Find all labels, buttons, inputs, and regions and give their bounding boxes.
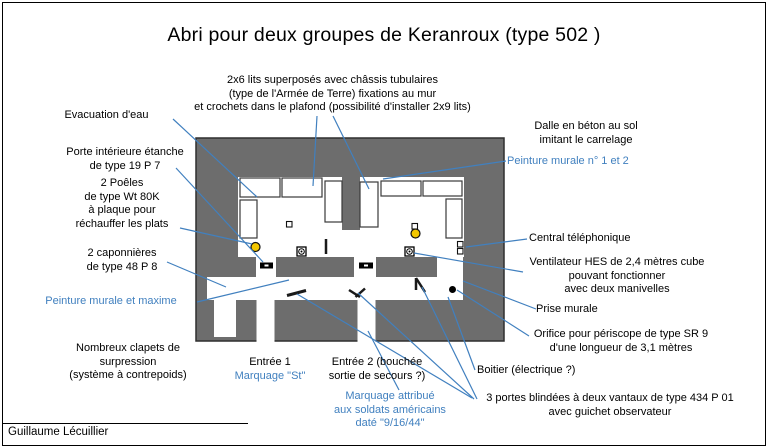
label-entree-1: Entrée 1 Marquage "St": [234, 356, 306, 382]
bed: [240, 200, 257, 238]
label-portes-blindees: 3 portes blindées à deux vantaux de type 434 P 01 avec guichet observateur: [486, 392, 734, 418]
author-credit: Guillaume Lécuillier: [8, 426, 109, 438]
label-caponnieres: 2 caponnières de type 48 P 8: [86, 247, 158, 273]
central-pillar: [342, 177, 360, 230]
label-marquage-us: Marquage attribué aux soldats américains daté "9/16/44": [334, 390, 446, 429]
telephone-box-icon: [458, 249, 464, 255]
corridor: [207, 277, 463, 300]
label-orifice: Orifice pour périscope de type SR 9 d'une longueur de 3,1 mètres: [533, 328, 709, 354]
ventilator-icon: [405, 247, 414, 256]
label-peinture-maxime: Peinture murale et maxime: [45, 295, 177, 307]
overpressure-valve-icon: [412, 224, 418, 230]
ventilator-icon: [297, 247, 306, 256]
label-entree-2: Entrée 2 (bouchée sortie de secours ?): [328, 356, 426, 382]
bed: [446, 199, 462, 238]
bed: [282, 178, 322, 197]
label-boitier: Boitier (électrique ?): [477, 364, 576, 376]
credit-separator: [2, 423, 248, 424]
bed: [325, 181, 342, 222]
bed: [423, 181, 462, 196]
telephone-box-icon: [458, 242, 464, 248]
interior-door-icon: [260, 263, 273, 269]
periscope-room: [437, 255, 463, 300]
label-prise-murale: Prise murale: [536, 303, 598, 315]
entrance-1-corridor: [257, 300, 275, 342]
page-title: Abri pour deux groupes de Keranroux (type 502 ): [167, 24, 601, 46]
label-dalle: Dalle en béton au sol imitant le carrelage: [534, 120, 638, 146]
label-peinture-1-2: Peinture murale n° 1 et 2: [507, 155, 629, 167]
label-clapets: Nombreux clapets de surpression (système à contrepoids): [69, 342, 187, 381]
stove-icon: [411, 229, 420, 238]
label-porte-interieure: Porte intérieure étanche de type 19 P 7: [66, 146, 184, 172]
label-central-telephonique: Central téléphonique: [529, 232, 631, 244]
label-beds: 2x6 lits superposés avec châssis tubulaires (type de l'Armée de Terre) fixations au mur et crochets dans le plafond (possibilité d'installer 2x9 lits): [194, 74, 471, 113]
label-evacuation: Evacuation d'eau: [64, 109, 149, 121]
overpressure-valve-icon: [287, 222, 293, 228]
label-ventilateur: Ventilateur HES de 2,4 mètres cube pouvant fonctionner avec deux manivelles: [529, 256, 705, 295]
periscope-orifice-dot: [449, 286, 456, 293]
bed: [381, 181, 421, 196]
label-poeles: 2 Poêles de type Wt 80K à plaque pour réchauffer les plats: [75, 177, 169, 230]
interior-door-icon: [359, 263, 373, 269]
